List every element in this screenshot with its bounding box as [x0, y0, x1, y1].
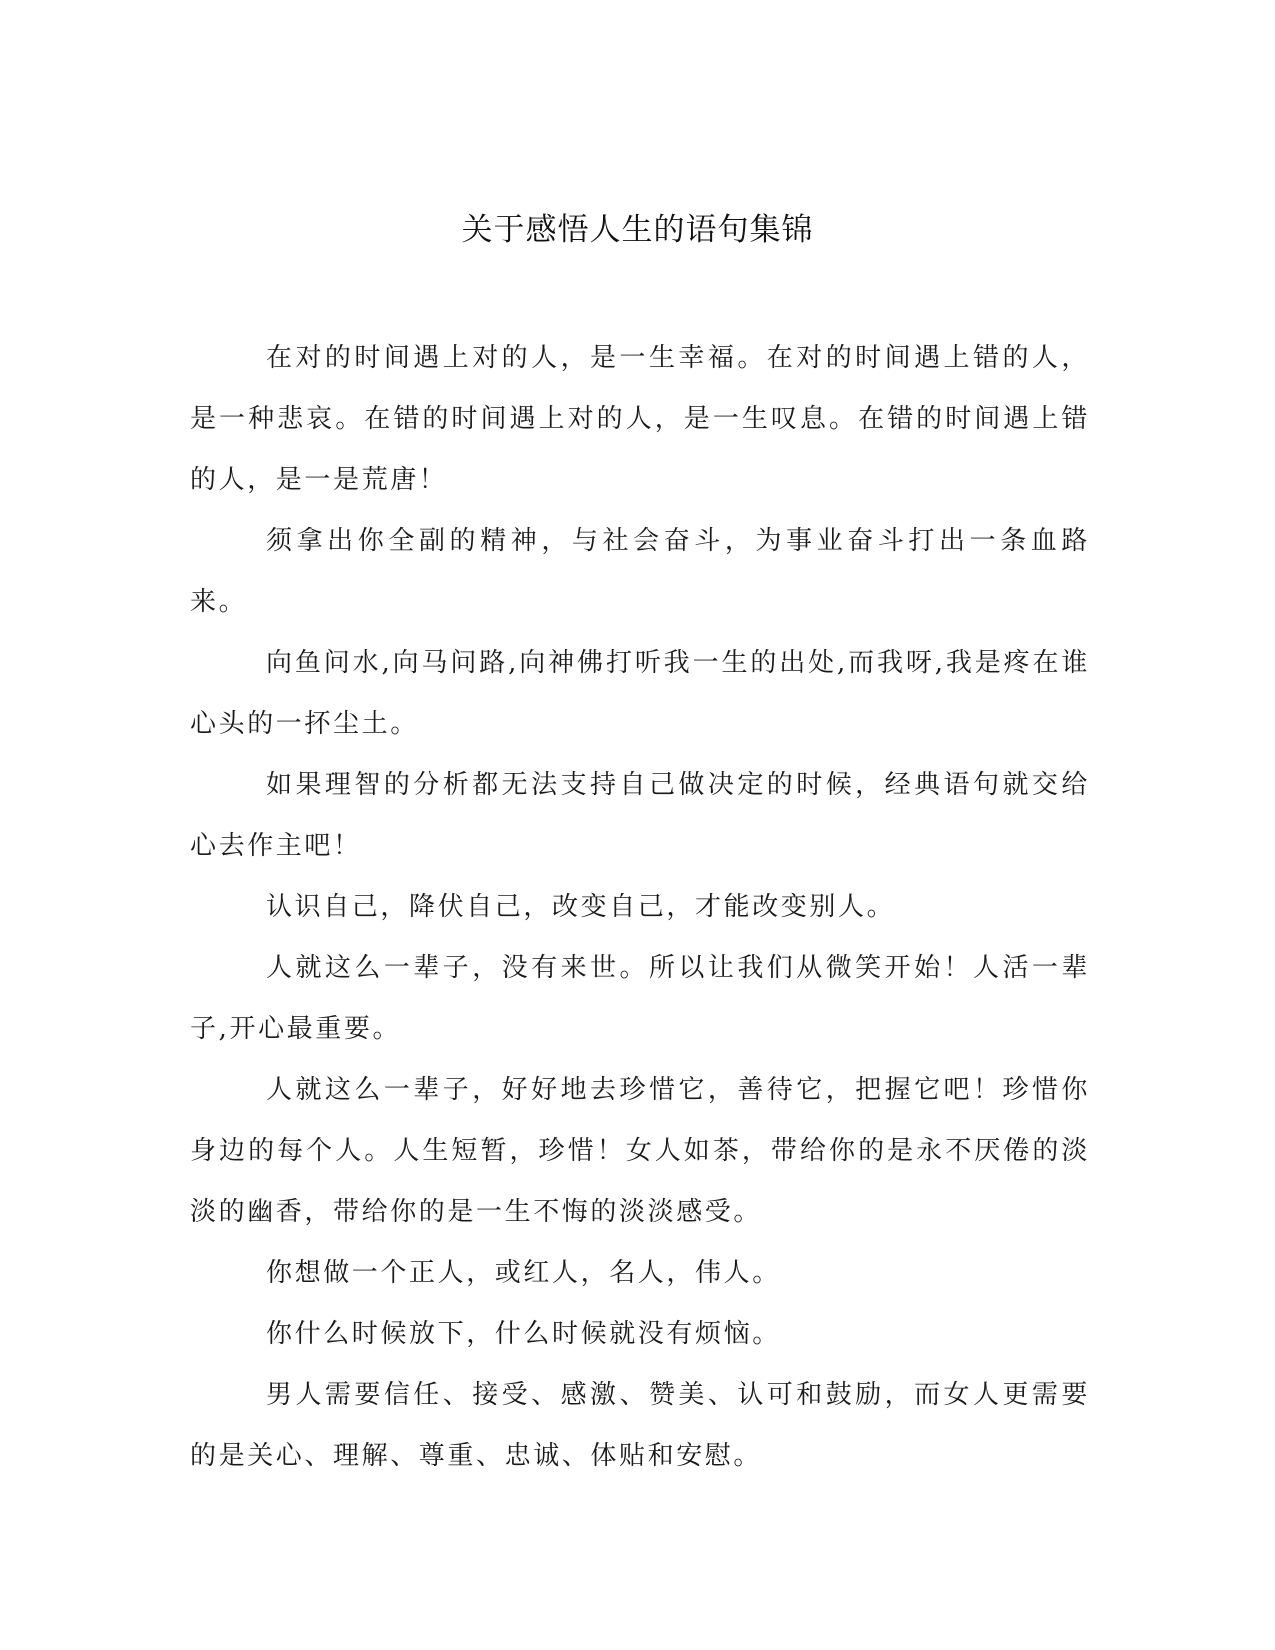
document-body	[190, 328, 1090, 1487]
page-title: 关于感悟人生的语句集锦	[461, 212, 814, 248]
paragraph-5: 认识自己，降伏自己，改变自己，才能改变别人。	[266, 892, 896, 922]
paragraph-10: 男人需要信任、接受、感激、赞美、认可和鼓励，而女人更需要的是关心、理解、尊重、忠诚、体贴和安慰。	[190, 1380, 1090, 1471]
paragraph-3: 向鱼问水,向马问路,向神佛打听我一生的出处,而我呀,我是疼在谁心头的一抔尘土。	[190, 648, 1090, 739]
paragraph-4: 如果理智的分析都无法支持自己做决定的时候，经典语句就交给心去作主吧！	[190, 770, 1090, 861]
paragraph-9: 你什么时候放下，什么时候就没有烦恼。	[266, 1319, 781, 1349]
paragraph-8: 你想做一个正人，或红人，名人，伟人。	[266, 1258, 781, 1288]
paragraph-6: 人就这么一辈子，没有来世。所以让我们从微笑开始！人活一辈子,开心最重要。	[190, 953, 1090, 1044]
paragraph-7: 人就这么一辈子，好好地去珍惜它，善待它，把握它吧！珍惜你身边的每个人。人生短暂，珍惜！女人如茶，带给你的是永不厌倦的淡淡的幽香，带给你的是一生不悔的淡淡感受。	[190, 1075, 1090, 1227]
paragraph-2: 须拿出你全副的精神，与社会奋斗，为事业奋斗打出一条血路来。	[190, 526, 1090, 617]
paragraph-1: 在对的时间遇上对的人，是一生幸福。在对的时间遇上错的人，是一种悲哀。在错的时间遇上对的人，是一生叹息。在错的时间遇上错的人，是一是荒唐！	[190, 343, 1090, 495]
